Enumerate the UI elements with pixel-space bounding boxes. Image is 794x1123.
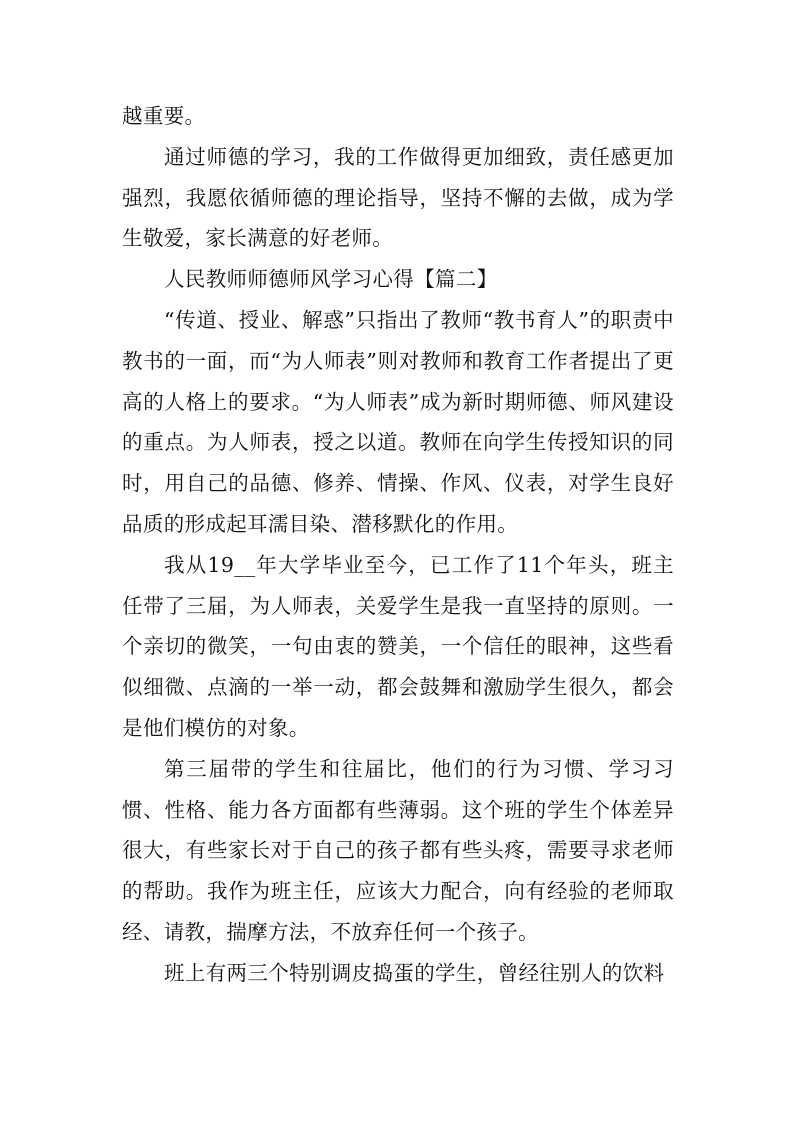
paragraph-third-class: 第三届带的学生和往届比，他们的行为习惯、学习习惯、性格、能力各方面都有些薄弱。这个班的学生个体差异很大，有些家长对于自己的孩子都有些头疼，需要寻求老师的帮助。我作为班主任，应该大力配合，向有经验的老师取经、请教，揣摩方法，不放弃任何一个孩子。 bbox=[122, 756, 674, 944]
paragraph-study-reflection: 通过师德的学习，我的工作做得更加细致，责任感更加强烈，我愿依循师德的理论指导，坚持不懈的去做，成为学生敬爱，家长满意的好老师。 bbox=[122, 144, 674, 251]
paragraph-naughty-students: 班上有两三个特别调皮捣蛋的学生，曾经往别人的饮料 bbox=[164, 960, 665, 985]
paragraph-continuation: 越重要。 bbox=[122, 104, 206, 128]
paragraph-role-model: “传道、授业、解惑”只指出了教师“教书育人”的职责中教书的一面，而“为人师表”则对教师和教育工作者提出了更高的人格上的要求。“为人师表”成为新时期师德、师风建设的重点。为人师表，授之以道。教师在向学生传授知识的同时，用自己的品德、修养、情操、作风、仪表，对学生良好品质的形成起耳濡目染、潜移默化的作用。 bbox=[122, 307, 674, 536]
section-heading: 人民教师师德师风学习心得【篇二】 bbox=[164, 267, 498, 292]
paragraph-experience: 我从19__年大学毕业至今，已工作了11个年头，班主任带了三届，为人师表，关爱学生是我一直坚持的原则。一个亲切的微笑，一句由衷的赞美，一个信任的眼神，这些看似细微、点滴的一举一动，都会鼓舞和激励学生很久，都会是他们模仿的对象。 bbox=[122, 552, 674, 740]
document-body bbox=[122, 96, 674, 994]
